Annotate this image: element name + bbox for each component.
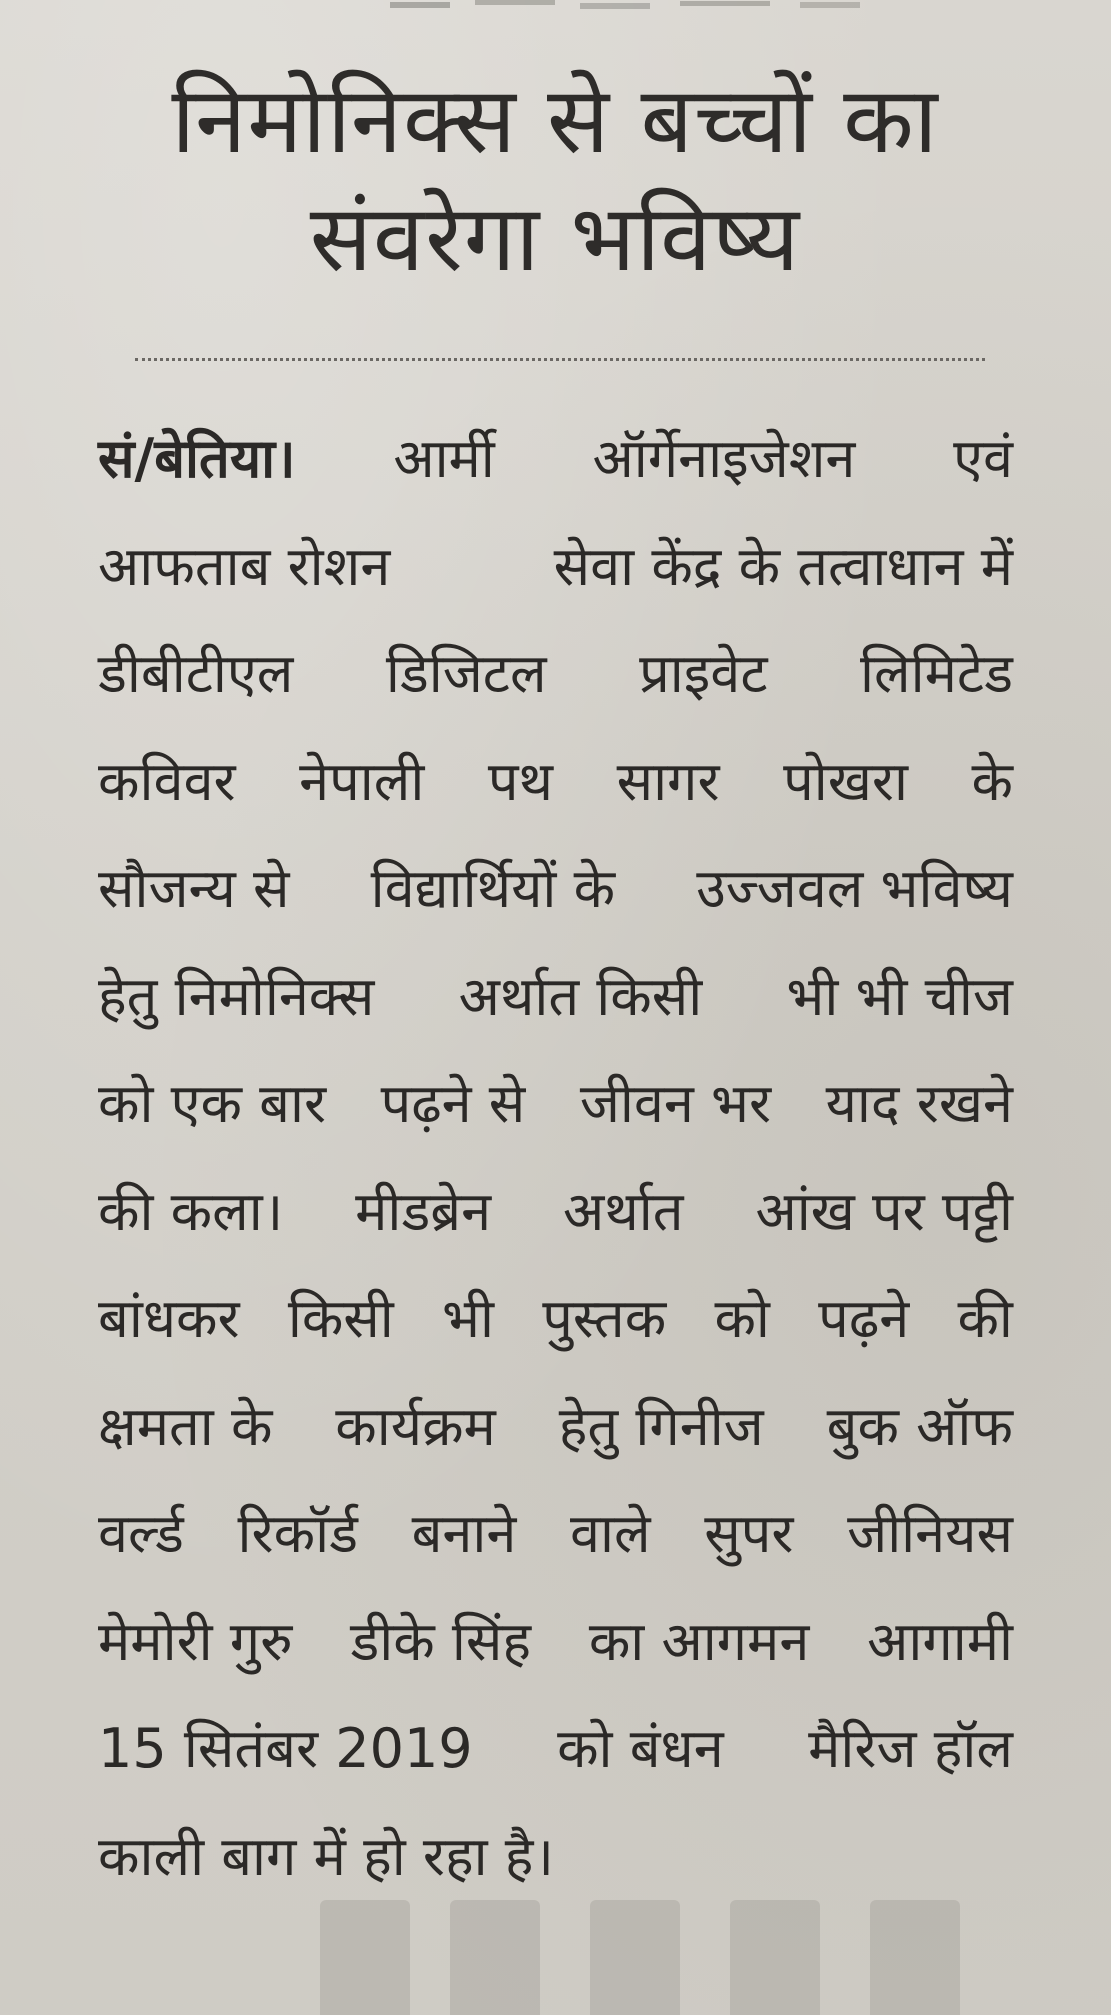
word: हेतु गिनीज [558,1394,764,1458]
bleed-through-shapes [300,1880,1080,2015]
headline-line-1: निमोनिक्स से बच्चों का [171,67,939,174]
word: ऑर्गेनाइजेशन [592,427,856,490]
word: आर्मी [393,427,495,490]
word: लिमिटेड [860,642,1013,705]
article-line [98,1050,1013,1158]
word: सेवा केंद्र के तत्वाधान में [553,534,1013,598]
article-line [98,1695,1013,1803]
word: डीके सिंह [350,1609,532,1673]
word: बनाने [411,1502,517,1565]
article-line [98,405,1013,513]
word: प्राइवेट [639,642,768,705]
word: डीबीटीएल [98,642,294,705]
article-line [98,728,1013,836]
word: बुक ऑफ [826,1394,1013,1458]
word: अर्थात [563,1179,684,1243]
word: पोखरा [783,749,908,813]
word: भी भी चीज [786,964,1013,1028]
dotted-divider [135,358,985,361]
word: को बंधन [557,1717,724,1780]
word: वाले [569,1502,651,1565]
word: काली बाग में हो रहा है। [98,1824,554,1888]
word: भी [442,1287,494,1350]
bleed-through-marks [380,0,900,34]
bleed-shape [450,1900,540,2015]
word: वर्ल्ड [98,1502,184,1565]
word: उज्जवल भविष्य [696,857,1013,920]
word: क्षमता के [98,1394,273,1458]
word: के [971,749,1013,813]
word: का आगमन [588,1609,810,1673]
word: जीनियस [847,1502,1013,1565]
word: एवं [953,427,1013,490]
word: 15 सितंबर 2019 [98,1717,473,1780]
word: बांधकर [98,1287,240,1350]
word: पुस्तक [542,1287,667,1350]
bleed-through-text [380,0,900,34]
word: पथ [487,749,554,813]
dateline: सं/बेतिया। [98,427,296,490]
article-line [98,1480,1013,1588]
word: आंख पर पट्टी [755,1179,1013,1243]
word: की कला। [98,1179,284,1243]
word: को एक बार [98,1072,327,1135]
article-line [98,1588,1013,1696]
headline-line-2: संवरेगा भविष्य [309,185,801,292]
article-line [98,943,1013,1051]
word: हेतु निमोनिक्स [98,964,375,1028]
bleed-shape [730,1900,820,2015]
word: कार्यक्रम [335,1394,496,1458]
bleed-shape [320,1900,410,2015]
word: मैरिज हॉल [808,1717,1013,1780]
article-line [98,1265,1013,1373]
word: की [957,1287,1013,1350]
word: जीवन भर [579,1072,772,1135]
article-line [98,513,1013,621]
word: को [714,1287,770,1350]
word: किसी [287,1287,394,1350]
article-line [98,620,1013,728]
word: मीडब्रेन [355,1179,492,1243]
word: मेमोरी गुरु [98,1609,293,1673]
word: रिकॉर्ड [237,1502,358,1565]
article-line [98,1158,1013,1266]
word: विद्यार्थियों के [370,857,616,920]
word: कविवर [98,749,236,813]
bleed-shape [590,1900,680,2015]
word: सौजन्य से [98,857,290,920]
word: पढ़ने से [380,1072,526,1135]
word: डिजिटल [385,642,547,705]
article-line [98,835,1013,943]
bleed-shape [870,1900,960,2015]
word: अर्थात किसी [458,964,703,1028]
word: याद रखने [825,1072,1013,1135]
word: पढ़ने [818,1287,910,1350]
headline [90,62,1020,298]
word: आगामी [867,1609,1013,1673]
word: नेपाली [299,749,425,813]
word: आफताब रोशन [98,534,391,598]
article-body [98,405,1013,1910]
word: सागर [616,749,720,813]
article-line [98,1373,1013,1481]
word: सुपर [704,1502,794,1565]
